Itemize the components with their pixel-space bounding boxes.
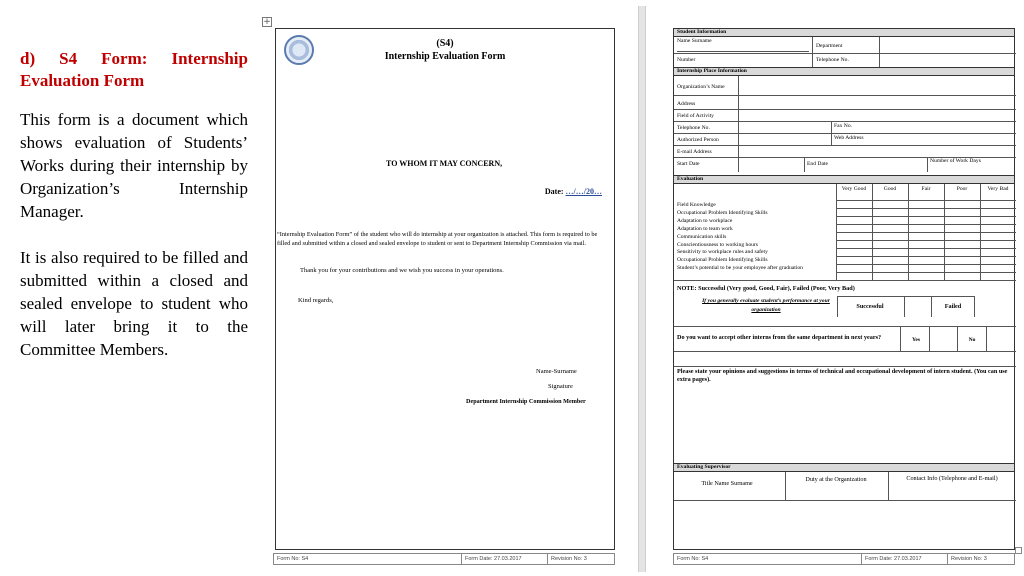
- name-surname-label: Name Surname: [677, 38, 712, 44]
- place-info-header: Internship Place Information: [674, 67, 1014, 76]
- web-address-label: Web Address: [834, 135, 864, 141]
- row-line: [674, 53, 1016, 54]
- fax-label: Fax No.: [834, 123, 853, 129]
- form-title: Internship Evaluation Form: [384, 51, 506, 62]
- divider: [927, 157, 928, 172]
- criteria-list: [677, 202, 835, 273]
- salutation: TO WHOM IT MAY CONCERN,: [386, 159, 503, 168]
- divider: [831, 121, 832, 145]
- date-value: …/…/20…: [565, 187, 602, 196]
- footer-form-no: Form No: S4: [674, 554, 862, 564]
- no-option[interactable]: No: [968, 337, 976, 343]
- criterion-5: Conscientiousness to working hours: [677, 241, 758, 248]
- col-fair: Fair: [921, 186, 931, 192]
- grid-row: [836, 208, 1016, 216]
- place-field-4: Authorized Person: [677, 137, 719, 143]
- telephone-label: Telephone No.: [816, 57, 849, 63]
- divider: [879, 37, 880, 67]
- row-line: [674, 121, 1016, 122]
- criterion-3: Adaptation to team work: [677, 225, 733, 232]
- divider: [904, 296, 905, 317]
- divider: [888, 472, 889, 500]
- place-field-1: Address: [677, 101, 696, 107]
- grid-row: [836, 264, 1016, 272]
- page1-footer: [273, 553, 615, 565]
- resize-handle-icon[interactable]: [1015, 547, 1022, 554]
- grid-row: [836, 224, 1016, 232]
- yes-option[interactable]: Yes: [911, 337, 921, 343]
- row-line: [674, 109, 1016, 110]
- date-label: Date:: [544, 187, 564, 196]
- place-field-2: Field of Activity: [677, 113, 714, 119]
- letter-regards: Kind regards,: [298, 297, 334, 304]
- divider: [974, 296, 975, 317]
- divider: [986, 326, 987, 351]
- accept-interns-question: Do you want to accept other interns from the same department in next years?: [677, 334, 882, 341]
- supervisor-col-duty: Duty at the Organization: [805, 476, 867, 483]
- general-evaluation-label: If you generally evaluate student’s performance at your organization: [702, 298, 830, 313]
- criterion-1: Occupational Problem Identifying Skills: [677, 209, 768, 216]
- opinions-prompt: Please state your opinions and suggestions in terms of technical and occupational development of intern student. (You can use extra pages).: [677, 368, 1008, 383]
- document-page-cover-letter: [275, 28, 615, 550]
- place-field-6: Start Date: [677, 161, 700, 167]
- letter-thanks: Thank you for your contributions and we wish you success in your operations.: [300, 267, 504, 274]
- row-line: [837, 296, 974, 297]
- footer-form-no: Form No: S4: [274, 554, 462, 564]
- failed-option[interactable]: Failed: [944, 303, 962, 310]
- work-days-label: Number of Work Days: [930, 158, 981, 164]
- col-very-good: Very Good: [841, 186, 867, 192]
- divider: [812, 37, 813, 67]
- page-gutter: [638, 6, 646, 572]
- col-poor: Poor: [956, 186, 968, 192]
- evaluation-note: NOTE: Successful (Very good, Good, Fair), Failed (Poor, Very Bad): [677, 285, 855, 292]
- footer-revision: Revision No: 3: [551, 556, 587, 562]
- row-line: [674, 351, 1016, 352]
- criterion-0: Field Knowledge: [677, 202, 716, 208]
- slide-paragraph-description: This form is a document which shows evaluation of Students’ Works during their internship by Organization’s Internship Manager.: [20, 110, 248, 221]
- criterion-7: Occupational Problem Identifying Skills: [677, 257, 768, 264]
- criterion-2: Adaptation to workplace: [677, 217, 733, 224]
- supervisor-col-name: Title Name Surname: [701, 480, 753, 487]
- slide-text-panel: [20, 48, 248, 361]
- row-line: [674, 280, 1016, 281]
- signer-name-label: Name-Surname: [536, 368, 577, 375]
- supervisor-header: Evaluating Supervisor: [674, 463, 1014, 472]
- department-label: Department: [816, 43, 843, 49]
- grid-row: [836, 232, 1016, 240]
- slide-heading: d) S4 Form: Internship Evaluation Form: [20, 49, 248, 90]
- document-page-evaluation-form: [673, 28, 1015, 550]
- divider: [804, 157, 805, 172]
- commission-member-label: Department Internship Commission Member: [466, 398, 586, 405]
- grid-row: [836, 216, 1016, 224]
- number-label: Number: [677, 57, 696, 63]
- criterion-6: Sensitivity to workplace rules and safety: [677, 249, 768, 256]
- row-line: [674, 95, 1016, 96]
- slide-paragraph-requirement: It is also required to be filled and submitted within a closed and sealed envelope to student who will later bring it to the Committee Members.: [20, 248, 248, 359]
- evaluation-header: Evaluation: [674, 175, 1014, 184]
- form-code: (S4): [436, 38, 454, 49]
- footer-form-date: Form Date: 27.03.2017: [862, 554, 948, 564]
- opinions-area[interactable]: [674, 387, 1016, 461]
- grid-row: [836, 256, 1016, 264]
- grid-row: [836, 200, 1016, 208]
- divider: [929, 326, 930, 351]
- criterion-4: Communication skills: [677, 233, 727, 240]
- student-info-header: Student Information: [674, 29, 1014, 37]
- table-move-handle-icon[interactable]: +: [263, 17, 271, 27]
- criterion-8: Student’s potential to be your employee after graduation: [677, 265, 803, 272]
- footer-form-date: Form Date: 27.03.2017: [462, 554, 548, 564]
- letter-paragraph: “Internship Evaluation Form” of the student who will do internship at your organization is attached. This form is required to be filled and submitted within a closed and sealed envelope to student or sent to Department Internship Commission via mail.: [277, 231, 598, 247]
- grid-row: [836, 240, 1016, 248]
- footer-revision: Revision No: 3: [951, 556, 987, 562]
- row-line: [674, 326, 1016, 327]
- row-line: [674, 500, 1016, 501]
- grid-row: [836, 272, 1016, 280]
- place-field-3: Telephone No.: [677, 125, 710, 131]
- place-field-5: E-mail Address: [677, 149, 712, 155]
- grid-row: [836, 248, 1016, 256]
- row-line: [674, 133, 1016, 134]
- place-field-0: Organization’s Name: [677, 84, 725, 90]
- divider: [900, 326, 901, 351]
- col-good: Good: [883, 186, 897, 192]
- end-date-label: End Date: [807, 161, 828, 167]
- row-line: [674, 145, 1016, 146]
- supervisor-col-contact: Contact Info (Telephone and E-mail): [906, 475, 998, 482]
- successful-option[interactable]: Successful: [856, 303, 884, 310]
- name-surname-underline: [677, 51, 809, 52]
- date-line: [545, 187, 602, 196]
- row-line: [674, 366, 1016, 367]
- signature-label: Signature: [548, 383, 573, 390]
- page2-footer: [673, 553, 1015, 565]
- divider: [785, 472, 786, 500]
- divider: [837, 296, 838, 317]
- col-very-bad: Very Bad: [987, 186, 1009, 192]
